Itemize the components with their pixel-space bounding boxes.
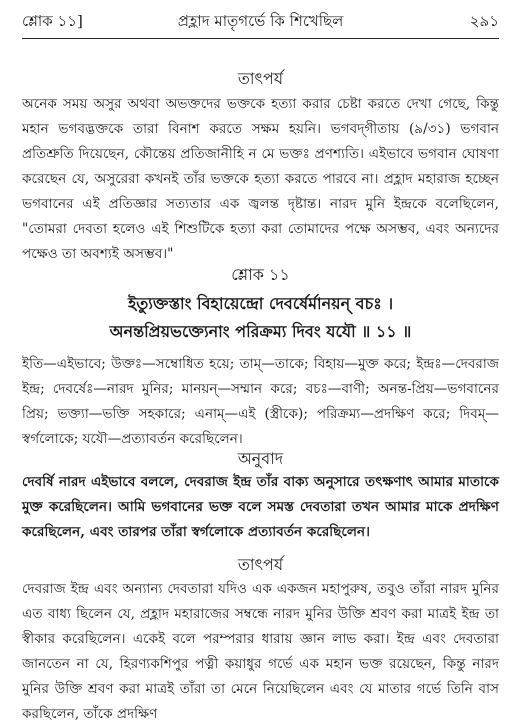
verse-heading: শ্লোক ১১ (231, 265, 290, 284)
verse-line-2: অনন্তপ্রিয়ভক্ত্যেনাং পরিক্রম্য দিবং যযৌ ॥ ১১ ॥ (109, 322, 412, 341)
running-header (22, 8, 499, 34)
word-synonyms: ইতি—এইভাবে; উক্তঃ—সম্বোধিত হয়ে; তাম্‌—তাকে; বিহায়—মুক্ত করে; ইন্দ্রঃ—দেবরাজ ইন্দ্র; দেবর্ষেঃ—নারদ মুনির; মানয়ন্‌—সম্মান করে; বচঃ—বাণী; অনন্ত-প্রিয়—ভগবানের প্রিয়; ভক্ত্যা—ভক্তি সহকারে; এনাম্‌—এই (স্ত্রীকে); পরিক্রম্য—প্রদক্ষিণ করে; দিবম্‌—স্বর্গলোকে; যযৌ—প্রত্যাবর্তন করেছিলেন। (22, 356, 499, 447)
sanskrit-verse (22, 290, 499, 346)
purport-paragraph-2: দেবরাজ ইন্দ্র এবং অন্যান্য দেবতারা যদিও এক একজন মহাপুরুষ, তবুও তাঁরা নারদ মুনির এত বাধ্য ছিলেন যে, প্রহ্লাদ মহারাজের সম্বন্ধে নারদ মুনির উক্তি শ্রবণ করা মাত্রই ইন্দ্র তা স্বীকার করেছিলেন। একেই বলে পরম্পরার ধারায় জ্ঞান লাভ করা। ইন্দ্র এবং দেবতারা জানতেন না যে, হিরণ্যকশিপুর পত্নী কয়াধুর গর্ভে এক মহান ভক্ত রয়েছেন, কিন্তু নারদ মুনির উক্তি শ্রবণ করা মাত্রই তাঁরা তা মেনে নিয়েছিলেন এবং যে মাতার গর্ভে তিনি বাস করছিলেন, তাঁকে প্রদক্ষিণ (22, 581, 499, 722)
purport-heading-2: তাৎপর্য (237, 555, 284, 574)
translation-heading: অনুবাদ (237, 449, 284, 468)
header-divider (22, 38, 499, 39)
chapter-title: প্রহ্লাদ মাতৃগর্ভে কি শিখেছিল (177, 12, 344, 30)
purport-paragraph: অনেক সময় অসুর অথবা অভক্তদের ভক্তকে হত্যা করার চেষ্টা করতে দেখা গেছে, কিন্তু মহান ভগবদ্ভক্তকে তারা বিনাশ করতে সক্ষম হয়নি। ভগবদ্‌গীতায় (৯/৩১) ভগবান প্রতিশ্রুতি দিয়েছেন, কৌন্তেয় প্রতিজানীহি ন মে ভক্তঃ প্রণশ্যতি। এইভাবে ভগবান ঘোষণা করেছেন যে, অসুরেরা কখনই তাঁর ভক্তকে হত্যা করতে পারবে না। প্রহ্লাদ মহারাজ হচ্ছেন ভগবানের এই প্রতিজ্ঞার সত্যতার এক জ্বলন্ত দৃষ্টান্ত। নারদ মুনি ইন্দ্রকে বলেছিলেন, "তোমরা দেবতা হলেও এই শিশুটিকে হত্যা করা তোমাদের পক্ষে অসম্ভব, এবং অন্যদের পক্ষেও তা অবশ্যই অসম্ভব।" (22, 96, 499, 262)
verse-line-1: ইত্যুক্তস্তাং বিহায়েন্দ্রো দেবর্ষের্মানয়ন্‌ বচঃ । (127, 294, 394, 313)
purport-heading: তাৎপর্য (237, 69, 284, 88)
page-number: ২৯১ (469, 12, 499, 30)
verse-reference: শ্লোক ১১] (22, 12, 83, 30)
translation-paragraph: দেবর্ষি নারদ এইভাবে বললে, দেবরাজ ইন্দ্র তাঁর বাক্য অনুসারে তৎক্ষণাৎ আমার মাতাকে মুক্ত করেছিলেন। আমি ভগবানের ভক্ত বলে সমস্ত দেবতারা তখন আমার মাকে প্রদক্ষিণ করেছিলেন, এবং তারপর তাঁরা স্বর্গলোকে প্রত্যাবর্তন করেছিলেন। (22, 474, 499, 540)
